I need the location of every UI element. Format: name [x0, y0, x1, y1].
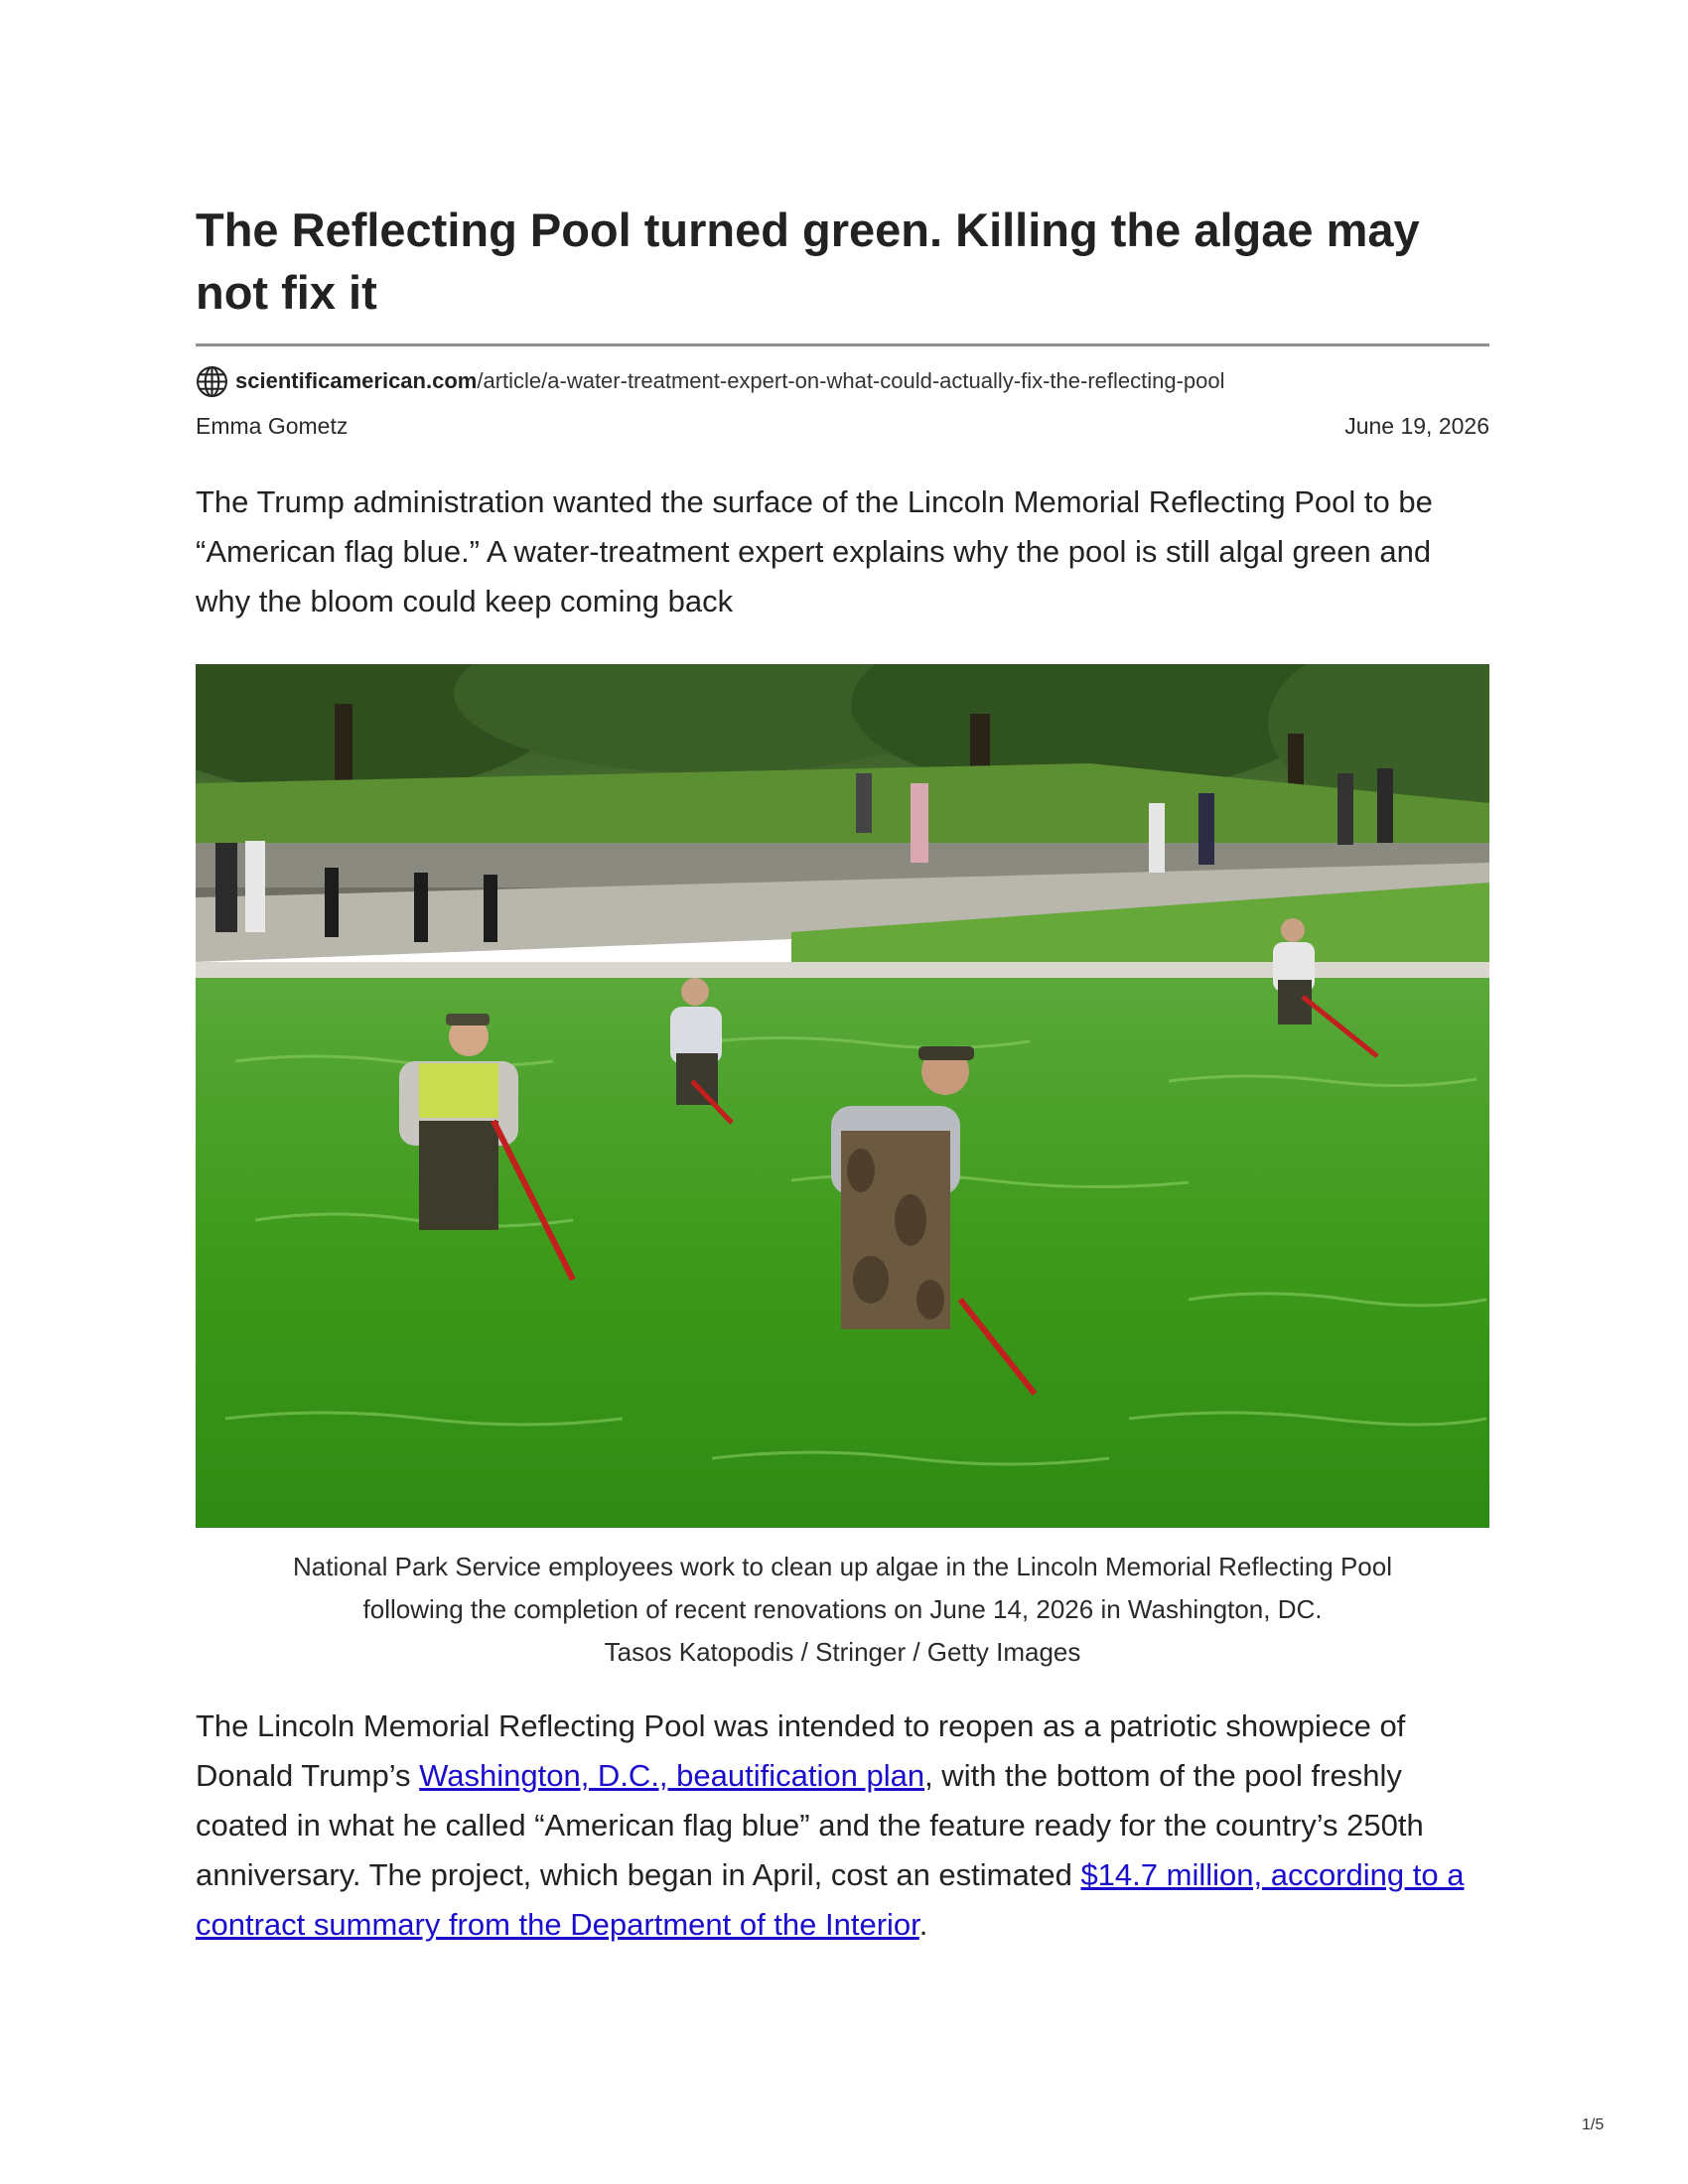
body-paragraph: [196, 1702, 1489, 1950]
source-path[interactable]: /article/a-water-treatment-expert-on-what-could-actually-fix-the-reflecting-pool: [477, 368, 1225, 393]
caption-line-2: following the completion of recent renovations on June 14, 2026 in Washington, DC.: [362, 1594, 1323, 1624]
title-divider: [196, 343, 1489, 346]
author: Emma Gometz: [196, 413, 349, 439]
publish-date: June 19, 2026: [1344, 413, 1489, 439]
article-title: The Reflecting Pool turned green. Killing the algae may not fix it: [196, 204, 1420, 319]
body-text-3: .: [918, 1907, 928, 1942]
article: [196, 199, 1489, 1980]
body-text-2: , with the bottom of the pool freshly coated in what he called “American flag blue” and the feature ready for the country’s 250th anniversary. The project, which began in April, cost an estimated: [196, 1758, 1424, 1892]
article-lede: The Trump administration wanted the surface of the Lincoln Memorial Reflecting Pool to be “American flag blue.” A water-treatment expert explains why the pool is still algal green and why the bloom could keep coming back: [196, 484, 1433, 618]
byline: [196, 413, 1489, 440]
photo-credit: Tasos Katopodis / Stringer / Getty Images: [604, 1637, 1081, 1667]
contract-summary-link[interactable]: $14.7 million, according to a contract summary from the Department of the Interior: [196, 1857, 1465, 1942]
photo-caption: [196, 1546, 1489, 1674]
body-text-1: The Lincoln Memorial Reflecting Pool was intended to reopen as a patriotic showpiece of Donald Trump’s: [196, 1708, 1406, 1793]
source-url[interactable]: [196, 364, 1489, 398]
globe-icon: [196, 365, 228, 398]
beautification-plan-link[interactable]: Washington, D.C., beautification plan: [419, 1758, 925, 1793]
caption-line-1: National Park Service employees work to clean up algae in the Lincoln Memorial Reflecting Pool: [292, 1552, 1393, 1581]
article-photo: [196, 664, 1489, 1528]
page-number: 1/5: [1582, 2116, 1605, 2133]
source-domain[interactable]: scientificamerican.com: [235, 368, 478, 393]
